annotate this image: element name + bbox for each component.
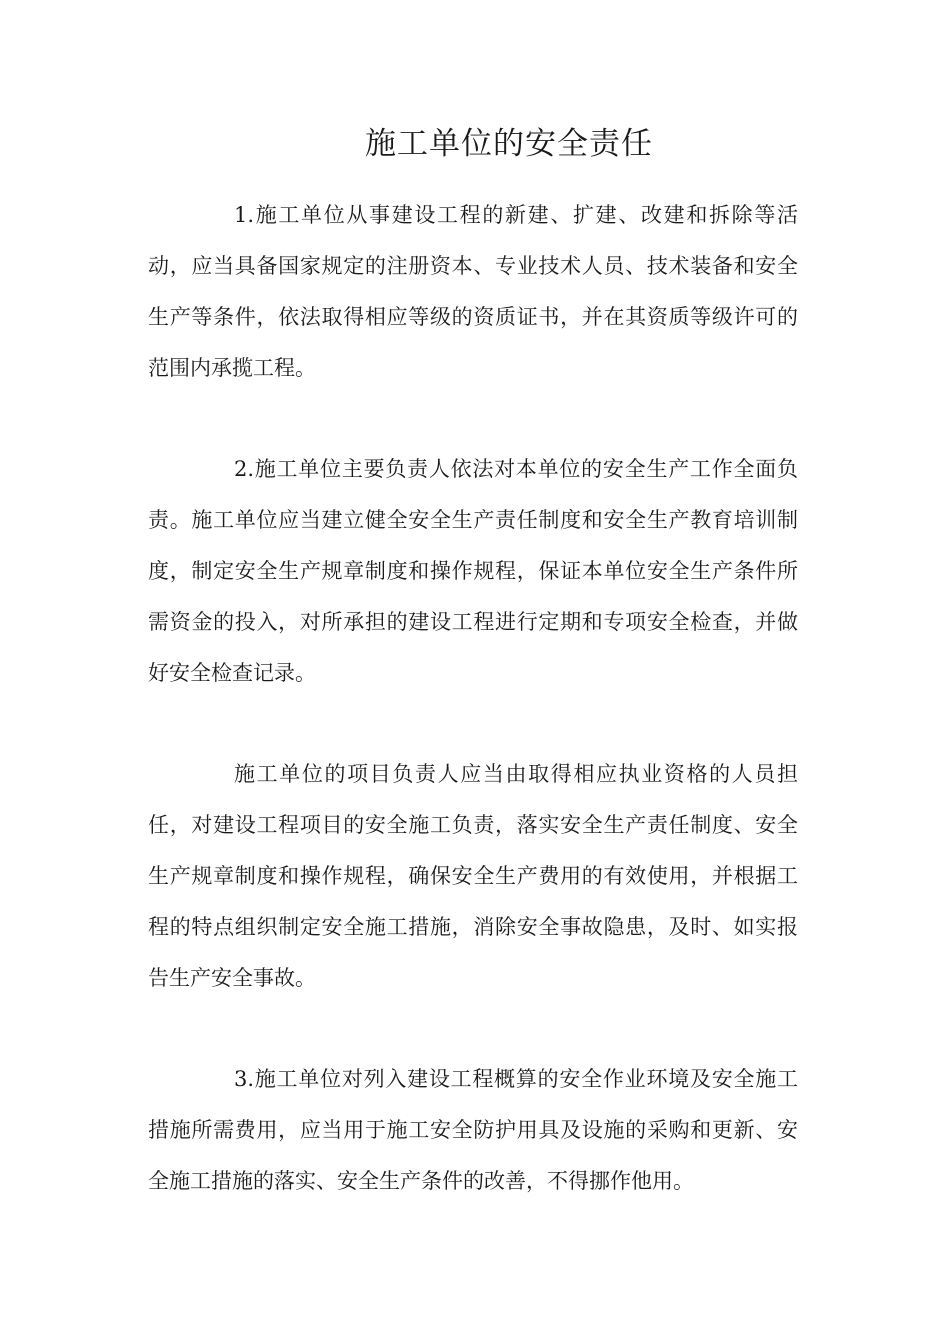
paragraph-4: 3.施工单位对列入建设工程概算的安全作业环境及安全施工措施所需费用，应当用于施工安全防护用具及设施的采购和更新、安全施工措施的落实、安全生产条件的改善，不得挪作他用。 [148,1067,798,1193]
paragraph-3: 施工单位的项目负责人应当由取得相应执业资格的人员担任，对建设工程项目的安全施工负责，落实安全生产责任制度、安全生产规章制度和操作规程，确保安全生产费用的有效使用，并根据工程的特点组织制定安全施工措施，消除安全事故隐患，及时、如实报告生产安全事故。 [148,762,798,990]
paragraph-1: 1.施工单位从事建设工程的新建、扩建、改建和拆除等活动，应当具备国家规定的注册资本、专业技术人员、技术装备和安全生产等条件，依法取得相应等级的资质证书，并在其资质等级许可的范围内承揽工程。 [148,203,798,380]
page-title: 施工单位的安全责任 [365,126,653,162]
paragraph-2: 2.施工单位主要负责人依法对本单位的安全生产工作全面负责。施工单位应当建立健全安全生产责任制度和安全生产教育培训制度，制定安全生产规章制度和操作规程，保证本单位安全生产条件所需资金的投入，对所承担的建设工程进行定期和专项安全检查，并做好安全检查记录。 [148,457,798,685]
